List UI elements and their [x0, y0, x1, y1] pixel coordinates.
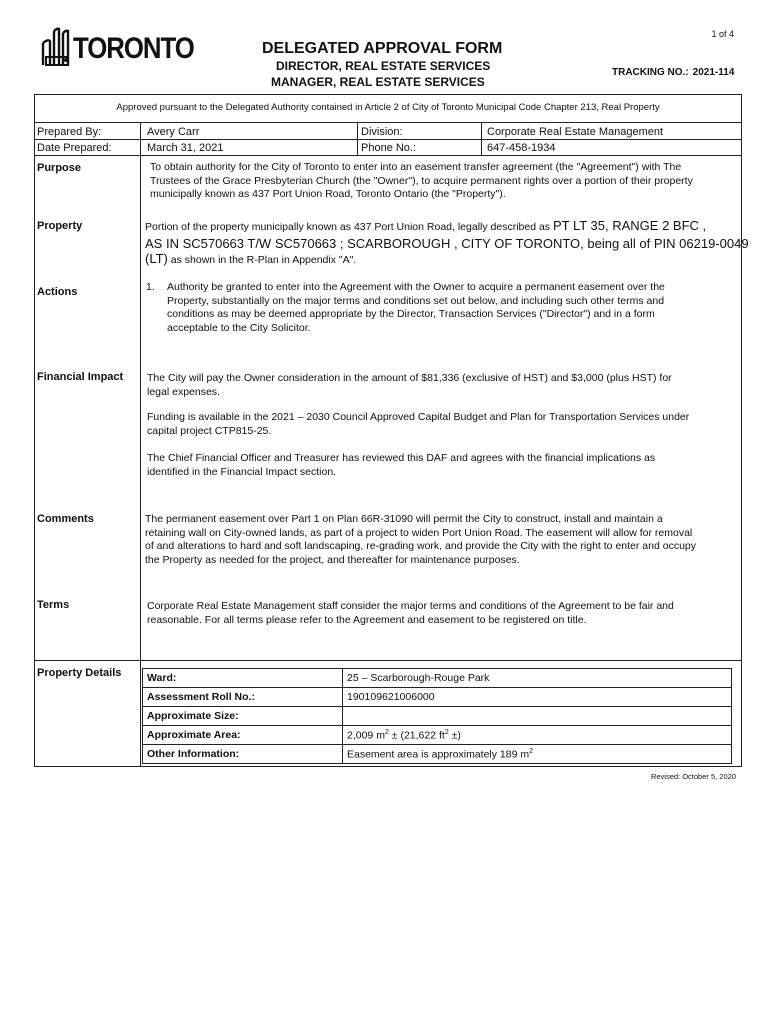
comments-label: Comments: [37, 513, 94, 525]
property-details-table: [142, 668, 732, 764]
text-line: The permanent easement over Part 1 on Plan 66R-31090 will permit the City to construct, install and maintain a: [145, 513, 663, 525]
text-line: reasonable. For all terms please refer to the Agreement and easement to be registered on title.: [147, 613, 587, 626]
label-column-divider: [140, 122, 141, 767]
column-divider: [481, 122, 482, 155]
approximate-size-label: Approximate Size:: [147, 710, 239, 722]
column-divider: [357, 122, 358, 155]
text-line: Property, substantially on the major terms and conditions set out below, and including such other terms and: [167, 294, 665, 307]
subtitle-manager: MANAGER, REAL ESTATE SERVICES: [271, 75, 485, 89]
text-line: Funding is available in the 2021 – 2030 Council Approved Capital Budget and Plan for Transportation Services under: [147, 411, 690, 423]
row-divider: [34, 660, 742, 661]
actions-label: Actions: [37, 286, 78, 298]
form-title: DELEGATED APPROVAL FORM: [262, 40, 503, 57]
ward-value: 25 – Scarborough-Rouge Park: [347, 672, 490, 684]
text-line: Authority be granted to enter into the Agreement with the Owner to acquire a permanent easement over the: [167, 281, 665, 293]
terms-text: [147, 600, 674, 627]
financial-impact-label: Financial Impact: [37, 371, 124, 383]
text-fragment: ±): [448, 729, 461, 742]
legal-description: PT LT 35, RANGE 2 BFC ,: [552, 218, 707, 233]
approximate-area-label: Approximate Area:: [147, 729, 241, 741]
financial-para-1: [147, 372, 672, 399]
phone-value: 647-458-1934: [487, 142, 556, 154]
table-row: [143, 726, 731, 744]
division-label: Division:: [361, 126, 403, 138]
superscript: 2: [529, 748, 533, 755]
approximate-area-value: [347, 729, 461, 742]
table-row: [143, 707, 731, 725]
property-text: [145, 218, 749, 269]
division-value: Corporate Real Estate Management: [487, 126, 664, 138]
other-information-value: [347, 748, 533, 761]
city-hall-icon: [40, 25, 74, 69]
phone-label: Phone No.:: [361, 142, 417, 154]
ward-label: Ward:: [147, 672, 177, 684]
comments-text: [145, 513, 696, 567]
text-line: capital project CTP815-25.: [147, 424, 272, 437]
text-line: Corporate Real Estate Management staff consider the major terms and conditions of the Agreement to be fair and: [147, 600, 674, 612]
text-fragment: Portion of the property municipally known as 437 Port Union Road, legally described as: [145, 221, 553, 233]
date-prepared-label: Date Prepared:: [37, 142, 112, 154]
prepared-by-label: Prepared By:: [37, 126, 102, 138]
legal-description: AS IN SC570663 T/W SC570663 ; SCARBOROUGH , CITY OF TORONTO, being all of PIN 06219-0049: [145, 235, 749, 251]
table-row: [143, 688, 731, 706]
financial-para-2: [147, 411, 689, 438]
revision-date: Revised: October 5, 2020: [650, 772, 736, 781]
other-information-label: Other Information:: [147, 748, 240, 760]
assessment-roll-label: Assessment Roll No.:: [147, 691, 255, 703]
tracking-label: TRACKING NO.:: [612, 67, 689, 78]
legal-description: (LT): [145, 251, 168, 266]
assessment-roll-value: 190109621006000: [347, 691, 435, 703]
property-details-label: Property Details: [37, 667, 122, 679]
terms-label: Terms: [37, 599, 70, 611]
text-fragment: ± (21,622 ft: [388, 729, 445, 742]
text-line: The City will pay the Owner consideration in the amount of $81,336 (exclusive of HST) and $3,000 (plus HST) for: [147, 372, 672, 384]
text-line: municipally known as 437 Port Union Road, Toronto Ontario (the "Property").: [150, 188, 506, 200]
superscript: 2: [444, 729, 449, 736]
text-line: legal expenses.: [147, 385, 220, 398]
text-line: [145, 218, 749, 236]
prepared-by-value: Avery Carr: [147, 126, 200, 138]
logo-wordmark: TORONTO: [73, 32, 194, 65]
text-line: conditions as may be deemed appropriate by the Director, Transaction Services ("Director") and in a form: [167, 308, 655, 320]
actions-text: [167, 281, 665, 335]
text-line: the Property as needed for the project, and thereafter for maintenance purposes.: [145, 553, 520, 566]
text-line: retaining wall on City-owned lands, as part of a project to widen Port Union Road. The easement will allow for removal: [145, 526, 693, 539]
text-line: identified in the Financial Impact section.: [147, 465, 337, 478]
tracking-number: [612, 67, 734, 78]
toronto-logo: [40, 25, 194, 69]
row-divider: [34, 139, 742, 140]
subtitle-director: DIRECTOR, REAL ESTATE SERVICES: [276, 59, 491, 73]
logo-dot: [64, 58, 68, 62]
authority-statement: Approved pursuant to the Delegated Authority contained in Article 2 of City of Toronto Municipal Code Chapter 213, Real Property: [34, 94, 742, 122]
text-line: acceptable to the City Solicitor.: [167, 321, 311, 334]
text-fragment: as shown in the R-Plan in Appendix "A".: [167, 254, 357, 266]
purpose-label: Purpose: [37, 162, 82, 174]
text-fragment: Easement area is approximately 189 m: [347, 748, 530, 761]
row-divider: [34, 155, 742, 156]
date-prepared-value: March 31, 2021: [147, 142, 224, 154]
text-fragment: 2,009 m: [347, 729, 385, 742]
purpose-text: [150, 161, 693, 202]
text-line: of and alterations to hard and soft landscaping, re-grading work, and provide the City with the right to enter and occupy: [145, 540, 696, 552]
text-line: To obtain authority for the City of Toronto to enter into an easement transfer agreement (the "Agreement") with The: [150, 161, 682, 173]
tracking-value: 2021-114: [692, 67, 735, 78]
financial-para-3: [147, 452, 655, 479]
text-line: The Chief Financial Officer and Treasurer has reviewed this DAF and agrees with the financial implications as: [147, 452, 656, 464]
property-label: Property: [37, 220, 83, 232]
text-line: Trustees of the Grace Presbyterian Church (the "Owner"), to acquire permanent rights over a portion of their property: [150, 174, 693, 187]
action-number: 1.: [146, 281, 155, 293]
table-row: [143, 669, 731, 687]
superscript: 2: [384, 729, 389, 736]
table-row: [143, 745, 731, 763]
page-number: 1 of 4: [711, 29, 734, 39]
text-line: [145, 251, 749, 269]
